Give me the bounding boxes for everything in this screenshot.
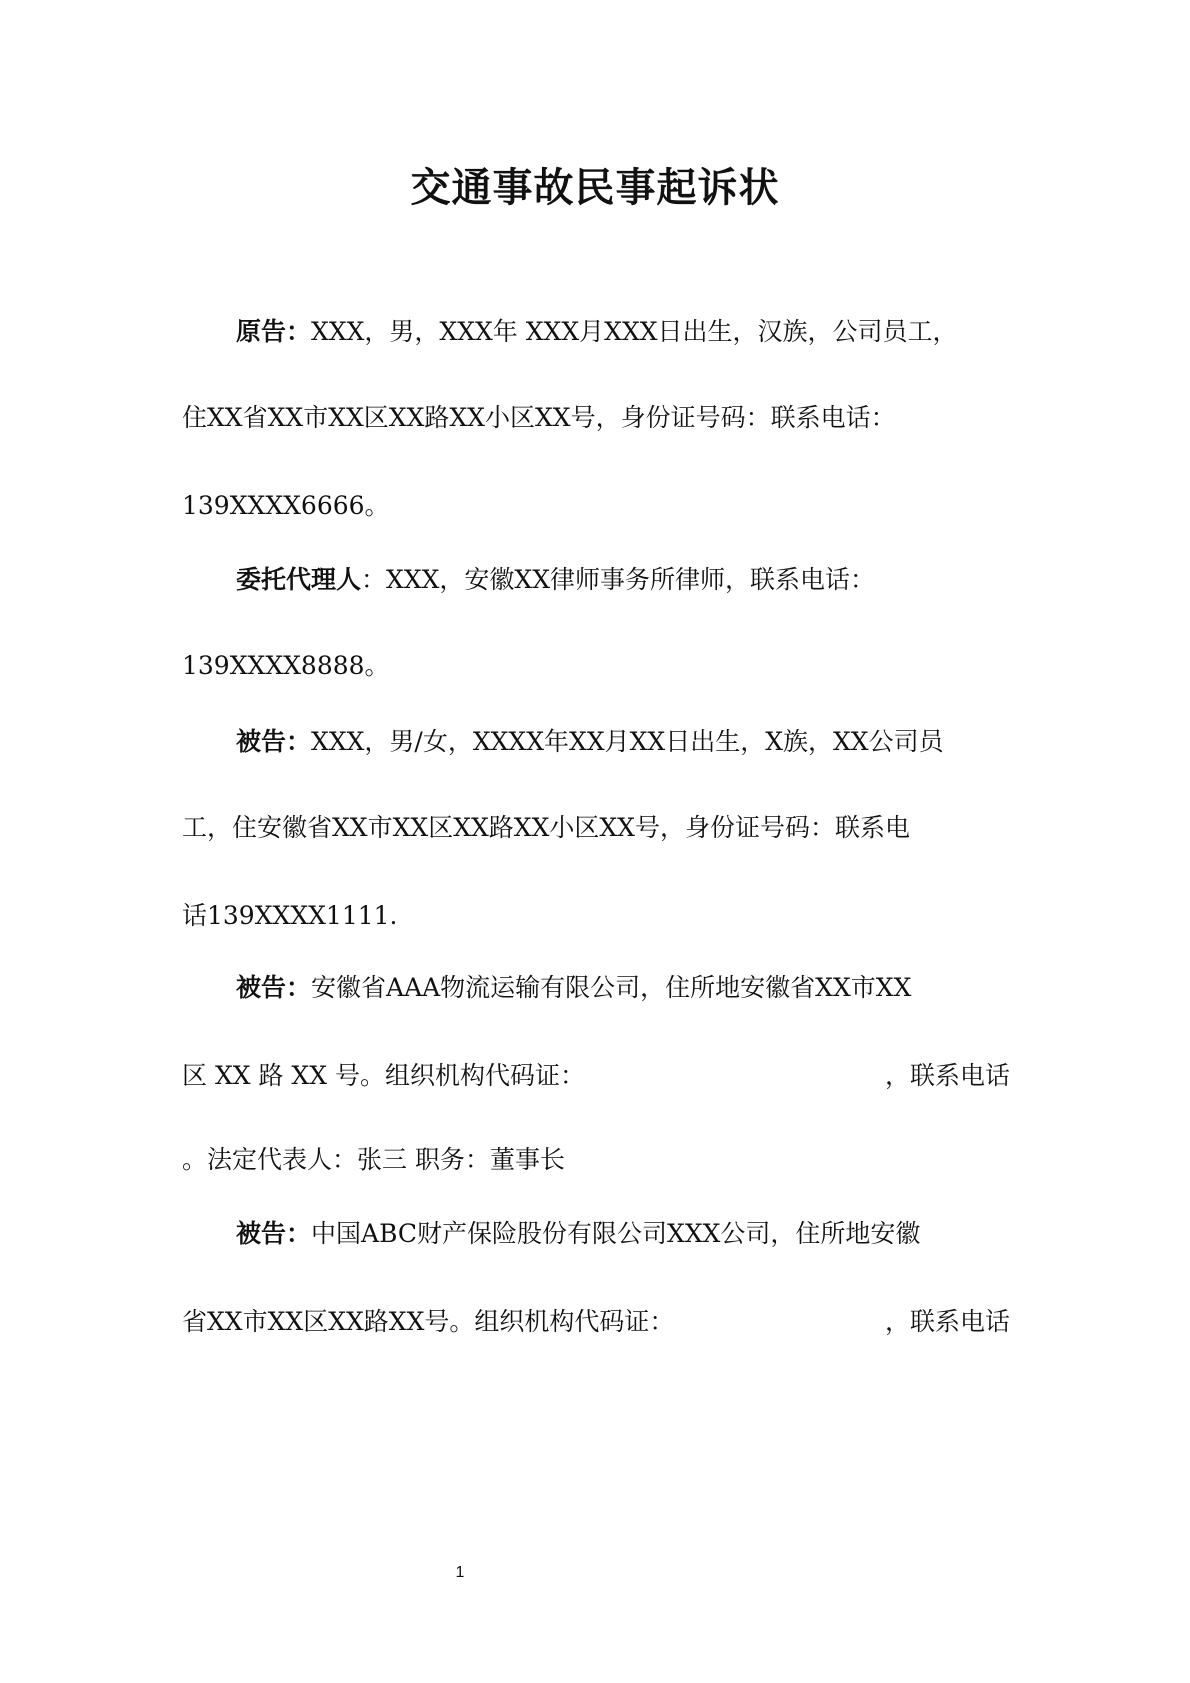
plaintiff-line-2: 住XX省XX市XX区XX路XX小区XX号，身份证号码：联系电话： — [182, 403, 896, 432]
plaintiff-label: 原告： — [236, 317, 312, 346]
defendant2-line-2 — [182, 1058, 1010, 1094]
defendant3-label: 被告： — [236, 1219, 312, 1248]
defendant1-text-1: XXX，男/女，XXXX年XX月XX日出生，X族，XX公司员 — [311, 727, 944, 756]
plaintiff-line-3: 139XXXX6666。 — [182, 491, 390, 520]
agent-line-2: 139XXXX8888。 — [182, 651, 390, 680]
defendant1-line-3: 话139XXXX1111. — [182, 901, 398, 930]
plaintiff-line-1 — [236, 314, 1010, 350]
defendant3-line-2 — [182, 1304, 1010, 1340]
plaintiff-text-1: XXX，男，XXX年 XXX月XXX日出生，汉族，公司员工， — [311, 317, 958, 346]
page-number: 1 — [455, 1564, 465, 1581]
defendant3-line-1 — [236, 1216, 1010, 1252]
defendant2-text-1: 安徽省AAA物流运输有限公司，住所地安徽省XX市XX — [311, 973, 912, 1002]
defendant2-line-1 — [236, 970, 1010, 1006]
defendant2-text-2a: 区 XX 路 XX 号。组织机构代码证： — [182, 1061, 585, 1090]
agent-text-1: ：XXX，安徽XX律师事务所律师，联系电话： — [361, 565, 876, 594]
defendant3-text-1: 中国ABC财产保险股份有限公司XXX公司，住所地安徽 — [311, 1219, 921, 1248]
defendant1-label: 被告： — [236, 727, 312, 756]
document-title: 交通事故民事起诉状 — [410, 164, 780, 211]
defendant3-text-2b: ，联系电话 — [884, 1307, 1010, 1336]
defendant1-line-1 — [236, 724, 1010, 760]
defendant1-line-2: 工，住安徽省XX市XX区XX路XX小区XX号，身份证号码：联系电 — [182, 813, 910, 842]
agent-label: 委托代理人 — [236, 565, 362, 594]
agent-line-1 — [236, 562, 1010, 598]
defendant3-text-2a: 省XX市XX区XX路XX号。组织机构代码证： — [182, 1307, 675, 1336]
defendant2-line-3: 。法定代表人：张三 职务：董事长 — [182, 1145, 565, 1174]
defendant2-label: 被告： — [236, 973, 312, 1002]
defendant2-text-2b: ，联系电话 — [884, 1061, 1010, 1090]
